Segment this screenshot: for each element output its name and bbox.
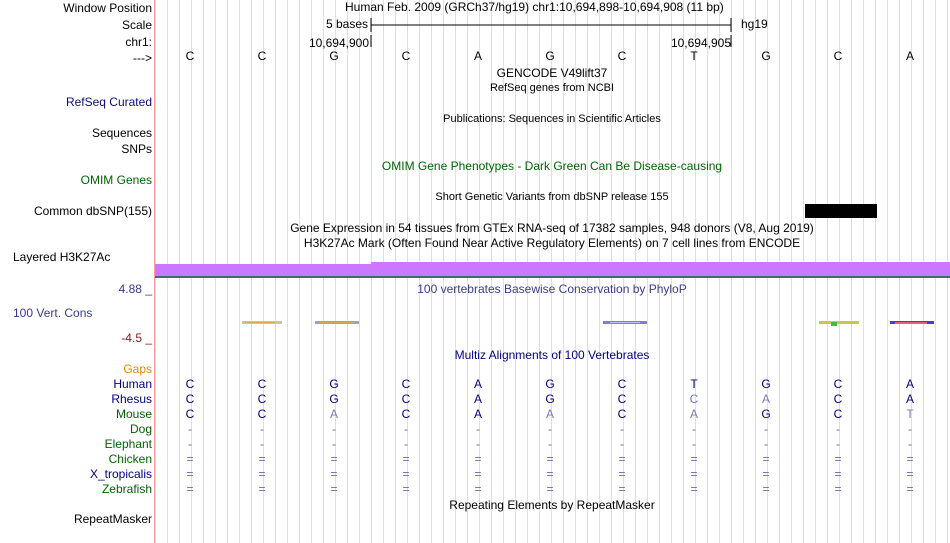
alignment-base: T [906,407,914,421]
alignment-base: G [329,392,339,406]
alignment-base: A [689,407,698,421]
alignment-base: - [260,437,264,451]
dbsnp-variant-bar[interactable] [805,204,877,218]
alignment-base: = [834,482,842,496]
alignment-base: = [690,452,698,466]
alignment-base: A [545,407,554,421]
label-omim[interactable]: OMIM Genes [80,173,152,187]
h3k27ac-title[interactable]: H3K27Ac Mark (Often Found Near Active Regulatory Elements) on 7 cell lines from ENCODE [303,236,801,250]
coord-right: 10,694,905 [670,36,731,50]
coord-left: 10,694,900 [308,36,369,50]
species-label[interactable]: X_tropicalis [89,467,152,481]
alignment-base: = [330,467,338,481]
reference-base: G [761,49,771,63]
alignment-base: - [620,422,624,436]
reference-base: C [617,49,627,63]
alignment-base: = [690,467,698,481]
alignment-base: C [617,407,627,421]
phylop-max-label: 4.88 _ [118,282,152,296]
publications-title[interactable]: Publications: Sequences in Scientific Articles [443,113,661,125]
alignment-base: C [617,377,627,391]
alignment-base: A [473,377,482,391]
alignment-base: - [548,437,552,451]
alignment-base: G [761,407,771,421]
alignment-base: C [185,377,195,391]
alignment-base: - [404,437,408,451]
reference-base: C [401,49,411,63]
alignment-base: = [618,467,626,481]
alignment-base: - [764,422,768,436]
reference-base: A [905,49,914,63]
alignment-base: = [762,452,770,466]
alignment-base: C [257,407,267,421]
alignment-base: = [330,482,338,496]
species-label[interactable]: Chicken [108,452,152,466]
position-title: Human Feb. 2009 (GRCh37/hg19) chr1:10,694,898-10,694,908 (11 bp) [345,0,724,14]
alignment-base: - [188,437,192,451]
phylop-min-label: -4.5 _ [121,331,152,345]
phylop-signal [155,318,950,332]
alignment-base: A [905,392,914,406]
omim-title[interactable]: OMIM Gene Phenotypes - Dark Green Can Be Disease-causing [381,159,723,173]
alignment-base: C [617,392,627,406]
alignment-base: = [762,467,770,481]
alignment-base: - [836,437,840,451]
species-label[interactable]: Rhesus [111,392,152,406]
scale-text: 5 bases [325,17,368,31]
label-vert-cons[interactable]: 100 Vert. Cons [13,306,93,320]
alignment-base: A [473,392,482,406]
alignment-base: G [761,377,771,391]
alignment-base: G [545,377,555,391]
alignment-base: = [474,452,482,466]
alignment-base: = [834,467,842,481]
alignment-base: = [618,452,626,466]
alignment-base: - [908,422,912,436]
refseq-description[interactable]: RefSeq genes from NCBI [489,82,615,94]
species-label[interactable]: Elephant [104,437,152,451]
alignment-base: A [473,407,482,421]
alignment-base: - [404,422,408,436]
alignment-base: C [833,392,843,406]
label-sequences[interactable]: Sequences [91,126,152,140]
species-label[interactable]: Zebrafish [101,482,152,496]
label-gaps[interactable]: Gaps [123,362,152,376]
alignment-base: - [476,422,480,436]
alignment-base: = [402,467,410,481]
reference-base: A [473,49,482,63]
alignment-base: A [761,392,770,406]
alignment-base: = [762,482,770,496]
alignment-base: - [548,422,552,436]
label-dbsnp[interactable]: Common dbSNP(155) [33,204,152,218]
alignment-base: = [402,482,410,496]
alignment-base: = [834,452,842,466]
alignment-base: - [620,437,624,451]
alignment-base: = [906,482,914,496]
reference-base: G [545,49,555,63]
alignment-base: = [546,452,554,466]
alignment-base: - [908,437,912,451]
label-chrom: chr1: [125,35,152,49]
alignment-base: - [692,437,696,451]
reference-base: C [257,49,267,63]
alignment-base: - [764,437,768,451]
gencode-title[interactable]: GENCODE V49lift37 [496,66,608,80]
scale-bar [369,17,739,33]
alignment-base: G [329,377,339,391]
phylop-title[interactable]: 100 vertebrates Basewise Conservation by PhyloP [417,282,687,296]
reference-base: T [690,49,698,63]
alignment-base: = [186,482,194,496]
alignment-base: - [260,422,264,436]
alignment-base: - [476,437,480,451]
alignment-base: = [258,452,266,466]
alignment-base: A [329,407,338,421]
alignment-base: C [401,392,411,406]
alignment-base: = [474,482,482,496]
label-scale[interactable]: Scale [121,18,152,32]
label-snps[interactable]: SNPs [121,142,152,156]
reference-base: G [329,49,339,63]
alignment-base: - [332,422,336,436]
alignment-base: T [690,377,698,391]
alignment-base: = [258,467,266,481]
alignment-base: C [257,392,267,406]
alignment-base: - [188,422,192,436]
alignment-base: C [185,407,195,421]
reference-base: C [185,49,195,63]
alignment-base: - [332,437,336,451]
species-label[interactable]: Mouse [115,407,152,421]
label-strand[interactable]: ---> [133,51,152,65]
alignment-base: C [833,377,843,391]
alignment-base: = [186,467,194,481]
genome-browser-track-image[interactable] [155,0,950,543]
alignment-base: C [401,407,411,421]
alignment-base: A [905,377,914,391]
track-labels [0,0,154,543]
label-repeatmasker[interactable]: RepeatMasker [73,512,152,526]
assembly-label: hg19 [741,17,768,31]
label-window-position[interactable]: Window Position [63,1,152,15]
h3k27ac-signal[interactable] [155,262,950,280]
alignment-base: = [402,452,410,466]
alignment-base: C [185,392,195,406]
species-label[interactable]: Dog [129,422,152,436]
alignment-base: = [906,467,914,481]
alignment-base: = [258,482,266,496]
multiz-title[interactable]: Multiz Alignments of 100 Vertebrates [454,348,650,362]
alignment-base: = [690,482,698,496]
label-h3k27ac[interactable]: Layered H3K27Ac [13,250,111,264]
repeatmasker-title[interactable]: Repeating Elements by RepeatMasker [449,498,655,512]
gtex-title[interactable]: Gene Expression in 54 tissues from GTEx RNA-seq of 17382 samples, 948 donors (V8, Aug 2019) [290,221,814,235]
alignment-base: = [186,452,194,466]
alignment-base: C [401,377,411,391]
alignment-base: - [692,422,696,436]
alignment-base: = [330,452,338,466]
reference-base: C [833,49,843,63]
alignment-base: C [833,407,843,421]
label-refseq[interactable]: RefSeq Curated [65,95,152,109]
alignment-base: C [689,392,699,406]
alignment-base: G [545,392,555,406]
alignment-base: = [546,467,554,481]
alignment-base: = [474,467,482,481]
dbsnp-title[interactable]: Short Genetic Variants from dbSNP release 155 [435,191,669,203]
alignment-base: = [546,482,554,496]
species-label[interactable]: Human [113,377,152,391]
alignment-base: C [257,377,267,391]
alignment-base: = [618,482,626,496]
alignment-base: - [836,422,840,436]
alignment-base: = [906,452,914,466]
